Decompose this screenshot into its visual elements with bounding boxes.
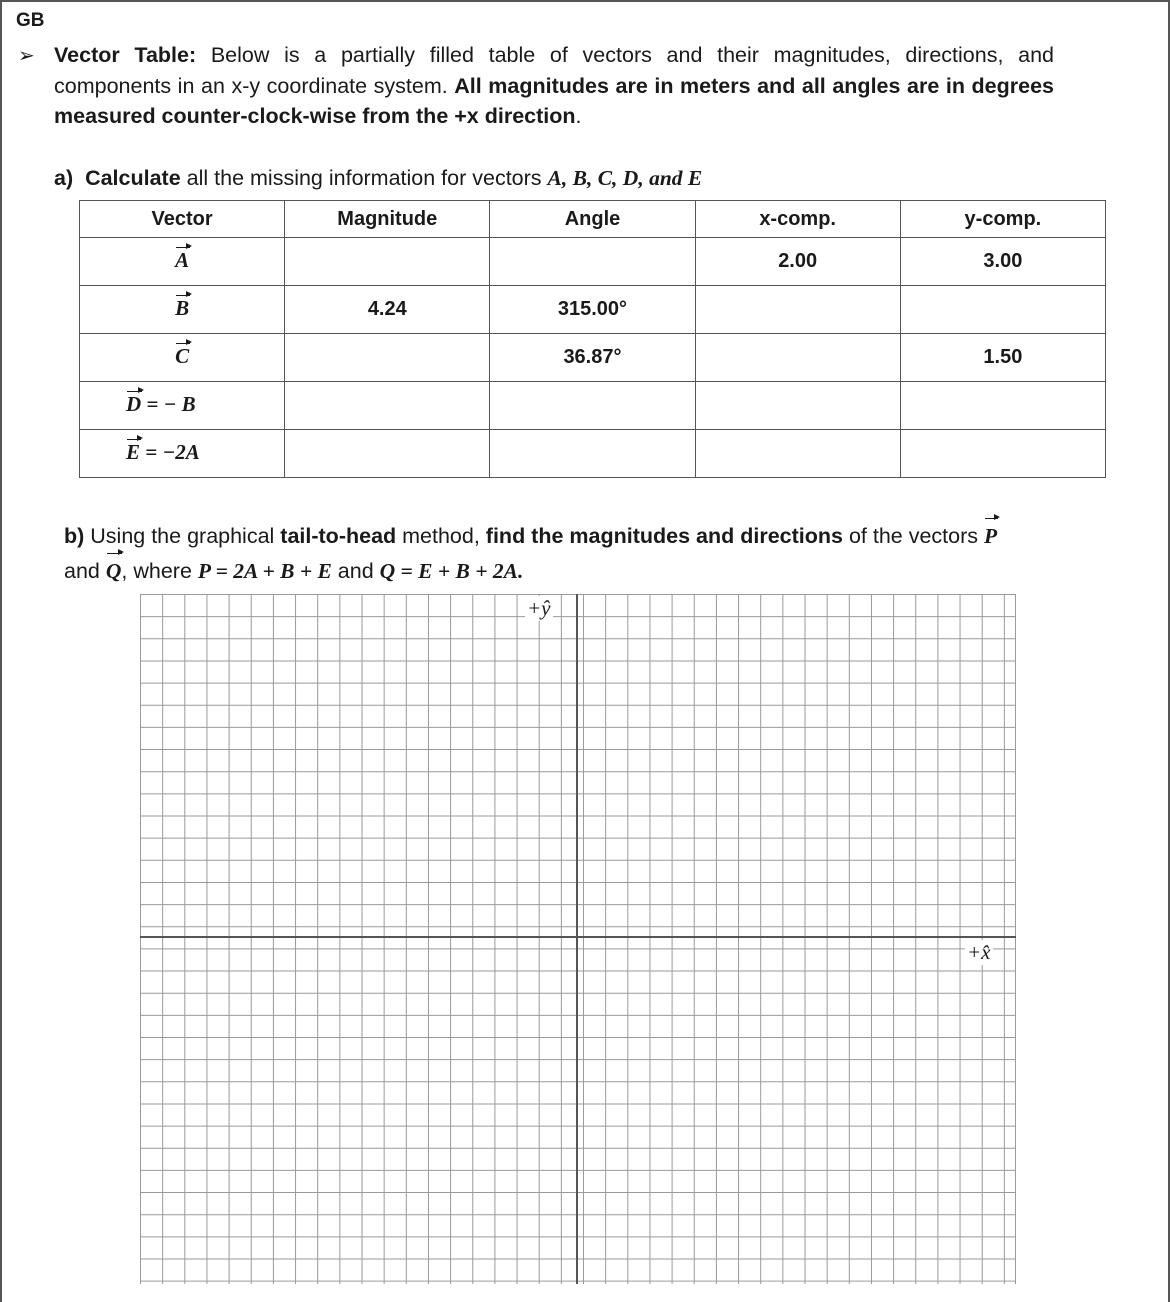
part-a-verb: Calculate	[85, 166, 181, 190]
magnitude-cell[interactable]	[285, 382, 490, 430]
magnitude-cell[interactable]	[285, 430, 490, 478]
y-comp-cell[interactable]	[900, 286, 1105, 334]
part-b-text: method,	[396, 524, 486, 548]
table-header-row	[80, 201, 1106, 238]
intro-lead: Vector Table:	[54, 43, 197, 67]
vector-q: Q	[106, 554, 122, 589]
x-axis-label: +x̂	[967, 940, 991, 964]
header-y-comp: y-comp.	[900, 201, 1105, 238]
intro-paragraph	[54, 40, 1054, 132]
part-b-text: and	[64, 559, 106, 583]
part-b-text: Using the graphical	[84, 524, 281, 548]
vector-cell	[80, 238, 285, 286]
intro-end: .	[575, 104, 582, 128]
vector-cell	[80, 334, 285, 382]
vector-e-relation: = −2A	[140, 440, 200, 464]
table-row	[80, 238, 1106, 286]
vector-d: D	[126, 392, 142, 416]
y-comp-cell: 3.00	[900, 238, 1105, 286]
table-row	[80, 334, 1106, 382]
y-comp-cell[interactable]	[900, 430, 1105, 478]
x-comp-cell[interactable]	[695, 286, 900, 334]
table-row	[80, 430, 1106, 478]
vector-e: E	[126, 440, 141, 464]
table-row	[80, 382, 1106, 430]
vector-table	[79, 200, 1106, 478]
y-comp-cell[interactable]	[900, 382, 1105, 430]
x-comp-cell[interactable]	[695, 382, 900, 430]
table-row	[80, 286, 1106, 334]
angle-cell[interactable]	[490, 430, 695, 478]
vector-p: P	[984, 519, 997, 554]
part-b-text: , where	[121, 559, 198, 583]
part-a-text: all the missing information for vectors	[180, 166, 548, 190]
part-a-vectors: A, B, C, D, and E	[547, 166, 703, 190]
vector-a: A	[175, 248, 190, 272]
angle-cell: 315.00°	[490, 286, 695, 334]
magnitude-cell[interactable]	[285, 238, 490, 286]
angle-cell: 36.87°	[490, 334, 695, 382]
intro-bold: All magnitudes are in meters and all angles are in degrees measured counter-clock-wise from the +x direction	[54, 73, 1054, 128]
grid-lines	[140, 594, 1016, 1284]
header-x-comp: x-comp.	[695, 201, 900, 238]
equation-q: Q = E + B + 2A.	[379, 559, 524, 583]
part-b-label: b)	[64, 524, 85, 548]
vector-d-relation: = − B	[141, 392, 196, 416]
arrow-bullet-icon: ➢	[18, 45, 35, 67]
part-b-text: and	[331, 559, 380, 583]
intro-text: Below is a partially filled table of vectors and their magnitudes, directions, and components in an x-y coordinate system.	[54, 43, 1054, 98]
part-b-text: of the vectors	[842, 524, 984, 548]
header-vector: Vector	[80, 201, 285, 238]
x-comp-cell: 2.00	[695, 238, 900, 286]
part-a-label: a)	[54, 166, 74, 190]
vector-b: B	[175, 296, 190, 320]
equation-p: P = 2A + B + E	[197, 559, 332, 583]
part-b-task: find the magnitudes and directions	[485, 524, 843, 548]
part-b-prompt	[64, 519, 1064, 589]
angle-cell[interactable]	[490, 238, 695, 286]
magnitude-cell[interactable]	[285, 334, 490, 382]
y-axis-label: +ŷ	[527, 596, 551, 620]
vector-cell	[80, 430, 285, 478]
magnitude-cell: 4.24	[285, 286, 490, 334]
graph-paper[interactable]	[140, 594, 1016, 1284]
vector-cell	[80, 382, 285, 430]
y-comp-cell: 1.50	[900, 334, 1105, 382]
header-angle: Angle	[490, 201, 695, 238]
vector-c: C	[175, 344, 190, 368]
header-magnitude: Magnitude	[285, 201, 490, 238]
vector-cell	[80, 286, 285, 334]
x-comp-cell[interactable]	[695, 430, 900, 478]
x-comp-cell[interactable]	[695, 334, 900, 382]
angle-cell[interactable]	[490, 382, 695, 430]
part-b-method: tail-to-head	[280, 524, 397, 548]
header-label: GB	[16, 10, 45, 31]
part-a-prompt	[54, 166, 702, 191]
